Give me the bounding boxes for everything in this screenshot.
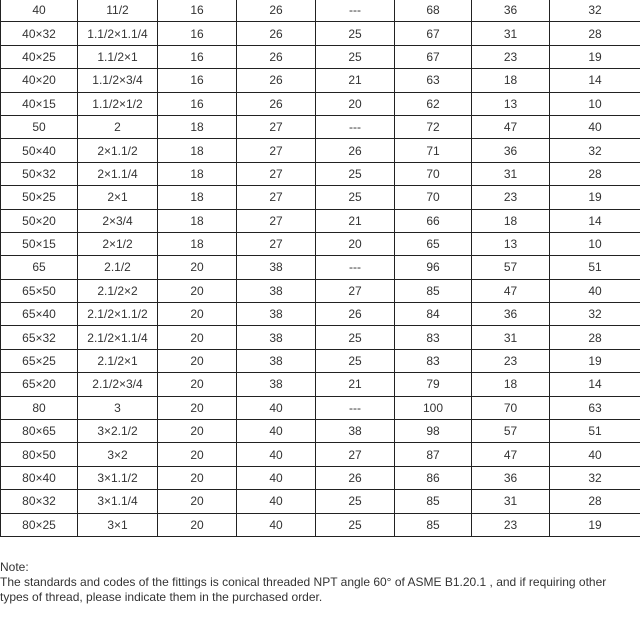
table-cell: 65×20	[1, 373, 78, 396]
table-cell: 16	[158, 22, 237, 45]
table-cell: 98	[395, 420, 472, 443]
table-cell: 19	[550, 45, 640, 68]
table-cell: 20	[158, 326, 237, 349]
table-cell: 50×40	[1, 139, 78, 162]
table-cell: 26	[237, 69, 316, 92]
table-cell: 26	[237, 0, 316, 22]
table-row	[1, 420, 640, 443]
table-cell: 3×1.1/2	[78, 466, 158, 489]
table-cell: 20	[158, 349, 237, 372]
table-cell: 40×32	[1, 22, 78, 45]
table-cell: 25	[316, 186, 395, 209]
table-row	[1, 162, 640, 185]
table-cell: 40×25	[1, 45, 78, 68]
table-cell: 32	[550, 466, 640, 489]
table-cell: 25	[316, 349, 395, 372]
table-cell: 96	[395, 256, 472, 279]
table-cell: 85	[395, 490, 472, 513]
table-cell: 13	[472, 92, 550, 115]
table-cell: 1.1/2×3/4	[78, 69, 158, 92]
table-cell: 2	[78, 115, 158, 138]
table-cell: 36	[472, 303, 550, 326]
note-text-line-1: The standards and codes of the fittings is conical threaded NPT angle 60° of ASME B1.20.1 , and if requiring other	[0, 575, 607, 589]
table-cell: 20	[316, 92, 395, 115]
table-row	[1, 279, 640, 302]
table-cell: 14	[550, 373, 640, 396]
table-cell: 80×65	[1, 420, 78, 443]
table-cell: 72	[395, 115, 472, 138]
table-cell: 40	[237, 513, 316, 536]
table-cell: 38	[237, 326, 316, 349]
table-row	[1, 303, 640, 326]
table-cell: 57	[472, 256, 550, 279]
table-row	[1, 396, 640, 419]
table-cell: 66	[395, 209, 472, 232]
table-cell: 68	[395, 0, 472, 22]
table-cell: 25	[316, 162, 395, 185]
table-cell: 85	[395, 279, 472, 302]
table-cell: 38	[237, 256, 316, 279]
table-cell: 2.1/2×2	[78, 279, 158, 302]
table-cell: 36	[472, 466, 550, 489]
table-cell: 40	[237, 443, 316, 466]
table-cell: 40	[550, 115, 640, 138]
table-cell: 18	[158, 232, 237, 255]
table-cell: 23	[472, 349, 550, 372]
table-cell: 23	[472, 186, 550, 209]
table-cell: 20	[158, 443, 237, 466]
table-cell: 3×1.1/4	[78, 490, 158, 513]
table-cell: 19	[550, 513, 640, 536]
table-cell: 14	[550, 209, 640, 232]
table-cell: 27	[237, 115, 316, 138]
note-text-line-2: types of thread, please indicate them in the purchased order.	[0, 590, 323, 604]
table-cell: 3×2.1/2	[78, 420, 158, 443]
table-row	[1, 139, 640, 162]
table-cell: 40	[550, 443, 640, 466]
table-cell: 26	[237, 22, 316, 45]
table-cell: 16	[158, 69, 237, 92]
table-cell: 50	[1, 115, 78, 138]
table-cell: 27	[316, 279, 395, 302]
table-cell: 23	[472, 513, 550, 536]
table-cell: 2×1.1/2	[78, 139, 158, 162]
table-body	[1, 0, 640, 536]
table-cell: 2.1/2×3/4	[78, 373, 158, 396]
table-cell: 84	[395, 303, 472, 326]
table-cell: 31	[472, 490, 550, 513]
table-row	[1, 373, 640, 396]
table-cell: 80×32	[1, 490, 78, 513]
table-cell: 27	[237, 232, 316, 255]
table-cell: 19	[550, 186, 640, 209]
table-cell: 2×1/2	[78, 232, 158, 255]
table-cell: 10	[550, 232, 640, 255]
table-cell: 67	[395, 45, 472, 68]
table-cell: 18	[158, 209, 237, 232]
table-cell: 50×20	[1, 209, 78, 232]
table-cell: 2.1/2	[78, 256, 158, 279]
table-cell: 28	[550, 490, 640, 513]
table-cell: 79	[395, 373, 472, 396]
table-cell: 28	[550, 162, 640, 185]
table-cell: 27	[237, 186, 316, 209]
table-row	[1, 349, 640, 372]
table-cell: 85	[395, 513, 472, 536]
table-cell: 19	[550, 349, 640, 372]
table-cell: 65	[1, 256, 78, 279]
table-cell: 31	[472, 326, 550, 349]
table-row	[1, 186, 640, 209]
table-cell: 18	[158, 186, 237, 209]
table-cell: 38	[237, 349, 316, 372]
table-cell: 65×40	[1, 303, 78, 326]
table-cell: 26	[316, 139, 395, 162]
table-cell: 40	[237, 466, 316, 489]
table-cell: 21	[316, 69, 395, 92]
table-row	[1, 45, 640, 68]
table-cell: 10	[550, 92, 640, 115]
table-cell: 63	[550, 396, 640, 419]
table-cell: 31	[472, 22, 550, 45]
table-cell: 32	[550, 139, 640, 162]
note-heading: Note:	[0, 560, 29, 574]
table-cell: 65×25	[1, 349, 78, 372]
table-cell: 11/2	[78, 0, 158, 22]
table-cell: ---	[316, 396, 395, 419]
table-cell: ---	[316, 256, 395, 279]
table-cell: 13	[472, 232, 550, 255]
table-cell: 26	[316, 303, 395, 326]
table-cell: 20	[316, 232, 395, 255]
table-row	[1, 466, 640, 489]
table-cell: 21	[316, 373, 395, 396]
table-cell: 70	[472, 396, 550, 419]
table-cell: 51	[550, 420, 640, 443]
table-cell: 50×32	[1, 162, 78, 185]
table-row	[1, 69, 640, 92]
table-row	[1, 115, 640, 138]
table-cell: 21	[316, 209, 395, 232]
table-cell: 80×50	[1, 443, 78, 466]
table-cell: 3×1	[78, 513, 158, 536]
table-cell: 47	[472, 115, 550, 138]
table-cell: 27	[237, 162, 316, 185]
table-cell: 20	[158, 373, 237, 396]
table-cell: 2×3/4	[78, 209, 158, 232]
table-cell: 25	[316, 22, 395, 45]
table-cell: 67	[395, 22, 472, 45]
table-cell: 26	[316, 466, 395, 489]
table-cell: 51	[550, 256, 640, 279]
table-cell: 16	[158, 92, 237, 115]
table-cell: 16	[158, 45, 237, 68]
table-cell: 70	[395, 186, 472, 209]
table-cell: 18	[158, 139, 237, 162]
table-cell: 16	[158, 0, 237, 22]
table-cell: 25	[316, 45, 395, 68]
table-cell: 27	[237, 209, 316, 232]
table-cell: 3×2	[78, 443, 158, 466]
table-cell: 40	[1, 0, 78, 22]
table-cell: 100	[395, 396, 472, 419]
table-cell: 86	[395, 466, 472, 489]
table-cell: 50×25	[1, 186, 78, 209]
table-cell: 31	[472, 162, 550, 185]
table-cell: 2.1/2×1.1/4	[78, 326, 158, 349]
table-cell: 27	[316, 443, 395, 466]
table-cell: 1.1/2×1	[78, 45, 158, 68]
table-row	[1, 443, 640, 466]
table-cell: 40	[550, 279, 640, 302]
table-cell: 80	[1, 396, 78, 419]
table-cell: 20	[158, 513, 237, 536]
table-cell: 28	[550, 326, 640, 349]
table-cell: 20	[158, 396, 237, 419]
table-cell: 25	[316, 326, 395, 349]
table-cell: ---	[316, 115, 395, 138]
table-cell: 40×15	[1, 92, 78, 115]
table-row	[1, 209, 640, 232]
table-cell: 14	[550, 69, 640, 92]
table-cell: 36	[472, 0, 550, 22]
table-cell: 32	[550, 303, 640, 326]
table-row	[1, 92, 640, 115]
table-cell: 1.1/2×1/2	[78, 92, 158, 115]
table-cell: 87	[395, 443, 472, 466]
table-cell: 40	[237, 396, 316, 419]
table-cell: 18	[472, 373, 550, 396]
table-cell: 32	[550, 0, 640, 22]
table-cell: 83	[395, 349, 472, 372]
table-cell: 83	[395, 326, 472, 349]
table-row	[1, 256, 640, 279]
table-cell: 47	[472, 279, 550, 302]
table-cell: 18	[472, 209, 550, 232]
table-cell: 20	[158, 490, 237, 513]
table-cell: 18	[472, 69, 550, 92]
table-cell: 18	[158, 162, 237, 185]
table-row	[1, 22, 640, 45]
table-row	[1, 232, 640, 255]
table-cell: 38	[237, 303, 316, 326]
table-cell: 20	[158, 420, 237, 443]
table-cell: 25	[316, 490, 395, 513]
table-cell: 23	[472, 45, 550, 68]
table-cell: 80×25	[1, 513, 78, 536]
table-cell: 57	[472, 420, 550, 443]
table-cell: 40	[237, 490, 316, 513]
table-cell: 38	[237, 373, 316, 396]
table-cell: 27	[237, 139, 316, 162]
table-cell: 47	[472, 443, 550, 466]
table-cell: 40	[237, 420, 316, 443]
table-cell: ---	[316, 0, 395, 22]
note-section	[0, 560, 640, 605]
table-cell: 40×20	[1, 69, 78, 92]
table-cell: 71	[395, 139, 472, 162]
table-cell: 26	[237, 45, 316, 68]
table-row	[1, 513, 640, 536]
table-cell: 20	[158, 256, 237, 279]
table-cell: 36	[472, 139, 550, 162]
table-cell: 1.1/2×1.1/4	[78, 22, 158, 45]
table-cell: 26	[237, 92, 316, 115]
table-cell: 65×50	[1, 279, 78, 302]
table-cell: 18	[158, 115, 237, 138]
table-cell: 62	[395, 92, 472, 115]
table-cell: 2×1	[78, 186, 158, 209]
table-cell: 70	[395, 162, 472, 185]
table-cell: 80×40	[1, 466, 78, 489]
table-cell: 20	[158, 466, 237, 489]
table-cell: 2×1.1/4	[78, 162, 158, 185]
table-cell: 65	[395, 232, 472, 255]
table-cell: 3	[78, 396, 158, 419]
table-cell: 28	[550, 22, 640, 45]
table-cell: 20	[158, 279, 237, 302]
table-cell: 38	[237, 279, 316, 302]
table-row	[1, 490, 640, 513]
table-cell: 65×32	[1, 326, 78, 349]
table-cell: 50×15	[1, 232, 78, 255]
table-row	[1, 0, 640, 22]
table-cell: 2.1/2×1	[78, 349, 158, 372]
table-cell: 63	[395, 69, 472, 92]
table-cell: 38	[316, 420, 395, 443]
table-cell: 20	[158, 303, 237, 326]
table-cell: 2.1/2×1.1/2	[78, 303, 158, 326]
table-row	[1, 326, 640, 349]
table-cell: 25	[316, 513, 395, 536]
